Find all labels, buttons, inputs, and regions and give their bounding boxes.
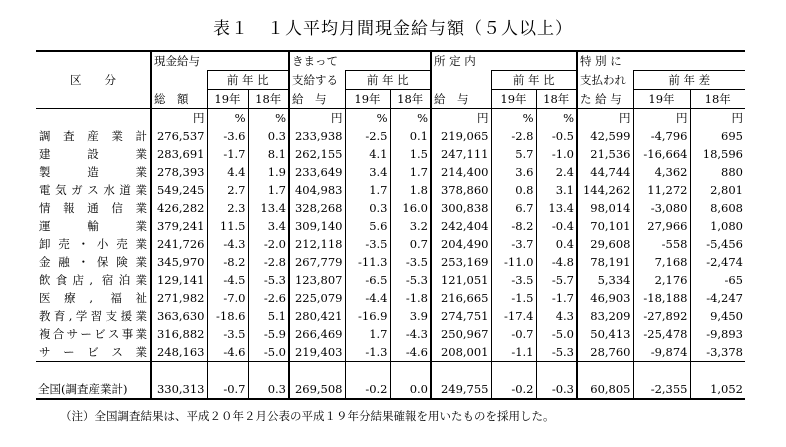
table-cell: -1.8 bbox=[390, 289, 431, 307]
table-cell: 695 bbox=[690, 127, 745, 145]
table-cell: -5.0 bbox=[248, 343, 289, 362]
table-cell: -9,893 bbox=[690, 325, 745, 343]
table-cell: 1.7 bbox=[345, 181, 390, 199]
table-row bbox=[36, 181, 745, 199]
unit-label: % bbox=[207, 109, 248, 128]
table-row bbox=[36, 235, 745, 253]
table-cell: 378,860 bbox=[431, 181, 491, 199]
table-cell: -5.3 bbox=[248, 271, 289, 289]
header-group-scheduled: 所 定 内 bbox=[431, 51, 577, 71]
table-cell: 46,903 bbox=[577, 289, 633, 307]
table-cell: 212,118 bbox=[289, 235, 345, 253]
header-amount: 給 与 bbox=[289, 90, 345, 109]
table-cell: 280,421 bbox=[289, 307, 345, 325]
table-cell: 300,838 bbox=[431, 199, 491, 217]
table-cell: 1.7 bbox=[248, 181, 289, 199]
table-cell: -3.5 bbox=[390, 253, 431, 271]
table-cell: -5.3 bbox=[390, 271, 431, 289]
header-diff: 前 年 差 bbox=[633, 71, 745, 90]
table-cell: -0.5 bbox=[536, 127, 577, 145]
table-title: 表１ １人平均月間現金給与額（５人以上） bbox=[213, 19, 573, 39]
header-yoy: 前 年 比 bbox=[345, 71, 431, 90]
table-cell: -4,796 bbox=[633, 127, 690, 145]
table-cell: -3.6 bbox=[207, 127, 248, 145]
row-label: 複合サービス事業 bbox=[39, 327, 147, 341]
table-cell: 4.3 bbox=[536, 307, 577, 325]
unit-label: % bbox=[390, 109, 431, 128]
table-cell: 50,413 bbox=[577, 325, 633, 343]
header-regular-sub: 支給する bbox=[289, 71, 345, 90]
unit-label: % bbox=[345, 109, 390, 128]
table-cell: 83,209 bbox=[577, 307, 633, 325]
table-cell: 4,362 bbox=[633, 163, 690, 181]
table-cell: -0.3 bbox=[536, 380, 577, 399]
header-group-total: 現金給与 bbox=[151, 51, 289, 71]
table-cell: 8,608 bbox=[690, 199, 745, 217]
table-cell: -16,664 bbox=[633, 145, 690, 163]
table-cell: 249,755 bbox=[431, 380, 491, 399]
table-cell: 269,508 bbox=[289, 380, 345, 399]
wage-table bbox=[36, 50, 745, 400]
header-year: 19年 bbox=[345, 90, 390, 109]
header-group-special: 特 別 に bbox=[577, 51, 745, 71]
table-cell: 426,282 bbox=[151, 199, 207, 217]
table-cell: 248,163 bbox=[151, 343, 207, 362]
unit-label: 円 bbox=[151, 109, 207, 128]
table-cell: -25,478 bbox=[633, 325, 690, 343]
table-row bbox=[36, 271, 745, 289]
table-cell: 4.4 bbox=[207, 163, 248, 181]
table-cell: -2.8 bbox=[248, 253, 289, 271]
table-cell: -65 bbox=[690, 271, 745, 289]
table-cell: 13.4 bbox=[248, 199, 289, 217]
table-cell: 1.9 bbox=[248, 163, 289, 181]
table-cell: 219,403 bbox=[289, 343, 345, 362]
table-row bbox=[36, 163, 745, 181]
table-cell: 21,536 bbox=[577, 145, 633, 163]
table-cell: 5,334 bbox=[577, 271, 633, 289]
table-cell: -8.2 bbox=[207, 253, 248, 271]
table-cell: 1,052 bbox=[690, 380, 745, 399]
unit-label: % bbox=[536, 109, 577, 128]
table-cell: 262,155 bbox=[289, 145, 345, 163]
table-cell: 5.7 bbox=[491, 145, 536, 163]
table-cell: -2,355 bbox=[633, 380, 690, 399]
table-cell: 70,101 bbox=[577, 217, 633, 235]
table-cell: -4,247 bbox=[690, 289, 745, 307]
table-cell: 330,313 bbox=[151, 380, 207, 399]
table-cell: -558 bbox=[633, 235, 690, 253]
header-year: 19年 bbox=[633, 90, 690, 109]
table-cell: 3.4 bbox=[248, 217, 289, 235]
table-cell: 4.1 bbox=[345, 145, 390, 163]
table-cell: -1.3 bbox=[345, 343, 390, 362]
table-cell: -4.6 bbox=[390, 343, 431, 362]
table-cell: -16.9 bbox=[345, 307, 390, 325]
table-cell: -27,892 bbox=[633, 307, 690, 325]
table-cell: 242,404 bbox=[431, 217, 491, 235]
table-cell: -8.2 bbox=[491, 217, 536, 235]
table-cell: 121,051 bbox=[431, 271, 491, 289]
unit-label: 円 bbox=[577, 109, 633, 128]
table-cell: 266,469 bbox=[289, 325, 345, 343]
table-cell: 216,665 bbox=[431, 289, 491, 307]
table-cell: -1.1 bbox=[491, 343, 536, 362]
table-cell: 7,168 bbox=[633, 253, 690, 271]
table-cell: 404,983 bbox=[289, 181, 345, 199]
table-cell: 250,967 bbox=[431, 325, 491, 343]
table-cell: -1.5 bbox=[491, 289, 536, 307]
table-cell: -5.0 bbox=[536, 325, 577, 343]
table-row bbox=[36, 199, 745, 217]
unit-label: 円 bbox=[633, 109, 690, 128]
table-cell: -0.7 bbox=[207, 380, 248, 399]
header-year: 19年 bbox=[491, 90, 536, 109]
table-cell: 345,970 bbox=[151, 253, 207, 271]
table-cell: 1.7 bbox=[390, 163, 431, 181]
total-row bbox=[36, 380, 745, 399]
table-row bbox=[36, 289, 745, 307]
header-amount: 給 与 bbox=[431, 90, 491, 109]
header-amount: た 給 与 bbox=[577, 90, 633, 109]
table-cell: 208,001 bbox=[431, 343, 491, 362]
table-cell: -0.4 bbox=[536, 217, 577, 235]
table-row bbox=[36, 343, 745, 362]
header-yoy: 前 年 比 bbox=[491, 71, 577, 90]
table-cell: -11.3 bbox=[345, 253, 390, 271]
header-year: 18年 bbox=[536, 90, 577, 109]
table-cell: 42,599 bbox=[577, 127, 633, 145]
table-cell: -4.3 bbox=[390, 325, 431, 343]
header-group-regular: きまって bbox=[289, 51, 431, 71]
table-cell: 283,691 bbox=[151, 145, 207, 163]
table-cell: 0.3 bbox=[248, 127, 289, 145]
table-cell: -5.3 bbox=[536, 343, 577, 362]
table-cell: 241,726 bbox=[151, 235, 207, 253]
table-cell: 2,801 bbox=[690, 181, 745, 199]
table-cell: 8.1 bbox=[248, 145, 289, 163]
table-cell: 225,079 bbox=[289, 289, 345, 307]
table-cell: 233,938 bbox=[289, 127, 345, 145]
row-label: 電気ガス水道業 bbox=[39, 183, 147, 197]
table-cell: -6.5 bbox=[345, 271, 390, 289]
table-cell: 309,140 bbox=[289, 217, 345, 235]
table-cell: 233,649 bbox=[289, 163, 345, 181]
row-label: 情報通信業 bbox=[39, 201, 147, 215]
table-cell: 880 bbox=[690, 163, 745, 181]
header-special-sub: 支払われ bbox=[577, 71, 633, 90]
table-cell: 214,400 bbox=[431, 163, 491, 181]
table-cell: -5,456 bbox=[690, 235, 745, 253]
table-cell: 13.4 bbox=[536, 199, 577, 217]
table-cell: 123,807 bbox=[289, 271, 345, 289]
row-label: 運輸業 bbox=[39, 219, 147, 233]
table-cell: -17.4 bbox=[491, 307, 536, 325]
header-year: 19年 bbox=[207, 90, 248, 109]
table-cell: 549,245 bbox=[151, 181, 207, 199]
unit-label: 円 bbox=[690, 109, 745, 128]
table-cell: -5.7 bbox=[536, 271, 577, 289]
row-label: 調査産業計 bbox=[39, 129, 147, 143]
table-cell: 5.1 bbox=[248, 307, 289, 325]
row-label: 医療, 福祉 bbox=[39, 291, 147, 305]
table-cell: -3,080 bbox=[633, 199, 690, 217]
table-cell: -0.2 bbox=[345, 380, 390, 399]
table-cell: 0.1 bbox=[390, 127, 431, 145]
table-cell: 98,014 bbox=[577, 199, 633, 217]
table-cell: 3.6 bbox=[491, 163, 536, 181]
table-cell: 2.4 bbox=[536, 163, 577, 181]
table-cell: 28,760 bbox=[577, 343, 633, 362]
table-cell: 379,241 bbox=[151, 217, 207, 235]
header-amount: 総 額 bbox=[151, 90, 207, 109]
table-cell: 3.4 bbox=[345, 163, 390, 181]
table-cell: 2.3 bbox=[207, 199, 248, 217]
table-cell: 0.4 bbox=[536, 235, 577, 253]
table-cell: 278,393 bbox=[151, 163, 207, 181]
table-cell: -0.7 bbox=[491, 325, 536, 343]
row-label: 教育,学習支援業 bbox=[39, 309, 147, 323]
row-label: 卸売・小売業 bbox=[39, 237, 147, 251]
row-label: 建設業 bbox=[39, 147, 147, 161]
table-cell: 129,141 bbox=[151, 271, 207, 289]
unit-label: 円 bbox=[289, 109, 345, 128]
table-row bbox=[36, 217, 745, 235]
header-year: 18年 bbox=[690, 90, 745, 109]
table-cell: 0.3 bbox=[345, 199, 390, 217]
table-cell: -3.5 bbox=[207, 325, 248, 343]
table-cell: -1.7 bbox=[207, 145, 248, 163]
table-cell: -2.5 bbox=[345, 127, 390, 145]
table-cell: 18,596 bbox=[690, 145, 745, 163]
table-cell: -2.0 bbox=[248, 235, 289, 253]
footnote: （注）全国調査結果は、平成２０年２月公表の平成１９年分結果確報を用いたものを採用した。 bbox=[60, 409, 555, 423]
header-yoy: 前 年 比 bbox=[207, 71, 289, 90]
table-cell: 5.6 bbox=[345, 217, 390, 235]
table-cell: -2.8 bbox=[491, 127, 536, 145]
table-cell: 328,268 bbox=[289, 199, 345, 217]
table-cell: 2,176 bbox=[633, 271, 690, 289]
table-cell: -3.5 bbox=[491, 271, 536, 289]
table-cell: -7.0 bbox=[207, 289, 248, 307]
table-cell: 271,982 bbox=[151, 289, 207, 307]
table-cell: 0.3 bbox=[248, 380, 289, 399]
table-cell: -1.0 bbox=[536, 145, 577, 163]
table-cell: -4.8 bbox=[536, 253, 577, 271]
table-cell: 27,966 bbox=[633, 217, 690, 235]
table-cell: 6.7 bbox=[491, 199, 536, 217]
table-cell: -4.6 bbox=[207, 343, 248, 362]
unit-label: % bbox=[248, 109, 289, 128]
table-cell: 16.0 bbox=[390, 199, 431, 217]
table-cell: 316,882 bbox=[151, 325, 207, 343]
table-cell: 11,272 bbox=[633, 181, 690, 199]
table-cell: -1.7 bbox=[536, 289, 577, 307]
table-cell: 1.8 bbox=[390, 181, 431, 199]
table-row bbox=[36, 145, 745, 163]
row-label: 飲食店, 宿泊業 bbox=[39, 273, 147, 287]
table-cell: 276,537 bbox=[151, 127, 207, 145]
row-label: 製造業 bbox=[39, 165, 147, 179]
table-cell: -3.7 bbox=[491, 235, 536, 253]
table-cell: -4.4 bbox=[345, 289, 390, 307]
table-cell: 204,490 bbox=[431, 235, 491, 253]
table-cell: -2.6 bbox=[248, 289, 289, 307]
table-cell: 2.7 bbox=[207, 181, 248, 199]
table-cell: 274,751 bbox=[431, 307, 491, 325]
header-year: 18年 bbox=[390, 90, 431, 109]
row-label: サービス業 bbox=[39, 345, 147, 359]
table-cell: 0.8 bbox=[491, 181, 536, 199]
table-cell: -3,378 bbox=[690, 343, 745, 362]
table-cell: 267,779 bbox=[289, 253, 345, 271]
table-cell: 1.5 bbox=[390, 145, 431, 163]
header-category: 区 分 bbox=[36, 51, 151, 109]
unit-label: 円 bbox=[431, 109, 491, 128]
row-label: 全国(調査産業計) bbox=[36, 380, 151, 399]
table-cell: 1,080 bbox=[690, 217, 745, 235]
table-row bbox=[36, 307, 745, 325]
table-cell: 219,065 bbox=[431, 127, 491, 145]
table-cell: 247,111 bbox=[431, 145, 491, 163]
table-cell: 60,805 bbox=[577, 380, 633, 399]
table-cell: -18.6 bbox=[207, 307, 248, 325]
table-cell: -3.5 bbox=[345, 235, 390, 253]
table-cell: -2,474 bbox=[690, 253, 745, 271]
table-cell: 1.7 bbox=[345, 325, 390, 343]
table-cell: 363,630 bbox=[151, 307, 207, 325]
table-cell: 144,262 bbox=[577, 181, 633, 199]
table-cell: 0.7 bbox=[390, 235, 431, 253]
table-cell: 3.9 bbox=[390, 307, 431, 325]
table-cell: -9,874 bbox=[633, 343, 690, 362]
table-cell: -5.9 bbox=[248, 325, 289, 343]
table-cell: 78,191 bbox=[577, 253, 633, 271]
table-cell: -0.2 bbox=[491, 380, 536, 399]
table-cell: 44,744 bbox=[577, 163, 633, 181]
table-cell: 29,608 bbox=[577, 235, 633, 253]
table-cell: -11.0 bbox=[491, 253, 536, 271]
table-cell: -4.5 bbox=[207, 271, 248, 289]
table-cell: 11.5 bbox=[207, 217, 248, 235]
unit-label: % bbox=[491, 109, 536, 128]
table-cell: 9,450 bbox=[690, 307, 745, 325]
table-row bbox=[36, 325, 745, 343]
table-cell: 0.0 bbox=[390, 380, 431, 399]
table-cell: 3.1 bbox=[536, 181, 577, 199]
table-cell: 253,169 bbox=[431, 253, 491, 271]
table-row bbox=[36, 127, 745, 145]
table-row bbox=[36, 253, 745, 271]
table-cell: 3.2 bbox=[390, 217, 431, 235]
table-cell: -18,188 bbox=[633, 289, 690, 307]
table-cell: -4.3 bbox=[207, 235, 248, 253]
row-label: 金融・保険業 bbox=[39, 255, 147, 269]
header-year: 18年 bbox=[248, 90, 289, 109]
